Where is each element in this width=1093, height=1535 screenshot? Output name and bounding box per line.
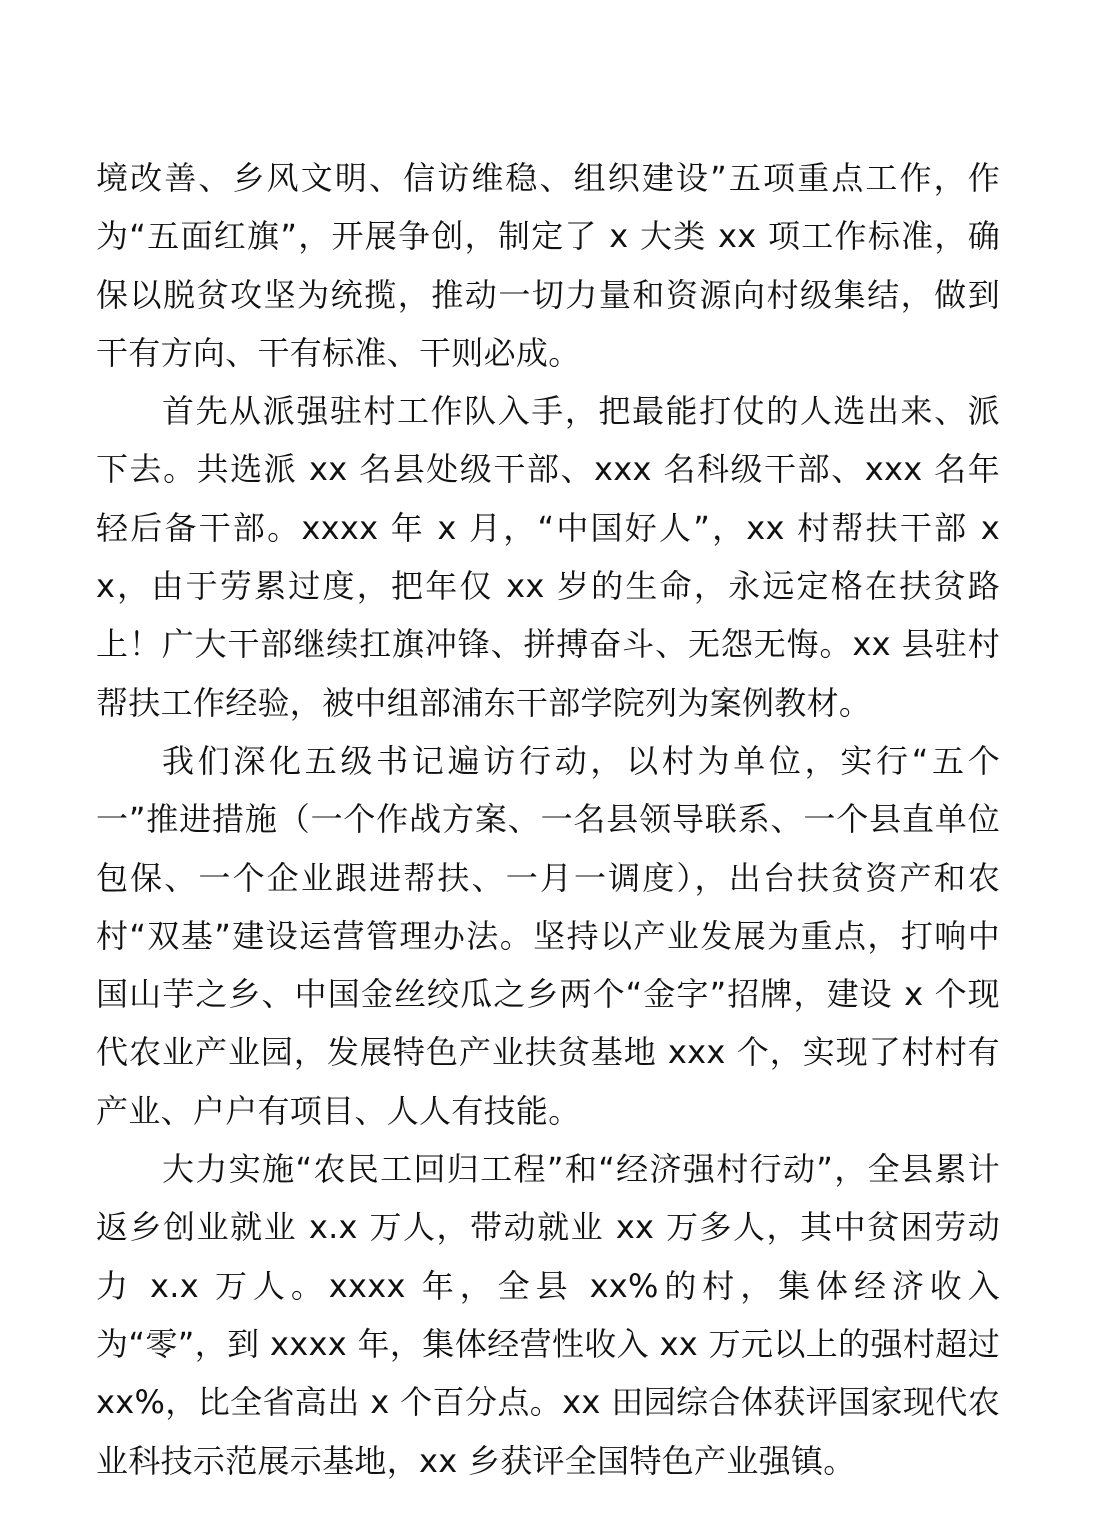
- paragraph-2: 首先从派强驻村工作队入手，把最能打仗的人选出来、派下去。共选派 xx 名县处级干部、xxx 名科级干部、xxx 名年轻后备干部。xxxx 年 x 月，“中国好人”，xx 村帮扶干部 xx，由于劳累过度，把年仅 xx 岁的生命，永远定格在扶贫路上！广大干部继续扛旗冲锋、拼搏奋斗、无怨无悔。xx 县驻村帮扶工作经验，被中组部浦东干部学院列为案例教材。: [96, 392, 1000, 722]
- paragraph-4: 大力实施“农民工回归工程”和“经济强村行动”，全县累计返乡创业就业 x.x 万人，带动就业 xx 万多人，其中贫困劳动力 x.x 万人。xxxx 年，全县 xx%的村，集体经济收入为“零”，到 xxxx 年，集体经营性收入 xx 万元以上的强村超过 xx%，比全省高出 x 个百分点。xx 田园综合体获评国家现代农业科技示范展示基地，xx 乡获评全国特色产业强镇。: [96, 1150, 1000, 1480]
- paragraph-3: 我们深化五级书记遍访行动，以村为单位，实行“五个一”推进措施（一个作战方案、一名县领导联系、一个县直单位包保、一个企业跟进帮扶、一月一调度），出台扶贫资产和农村“双基”建设运营管理办法。坚持以产业发展为重点，打响中国山芋之乡、中国金丝绞瓜之乡两个“金字”招牌，建设 x 个现代农业产业园，发展特色产业扶贫基地 xxx 个，实现了村村有产业、户户有项目、人人有技能。: [96, 741, 1000, 1130]
- paragraph-1: 境改善、乡风文明、信访维稳、组织建设”五项重点工作，作为“五面红旗”，开展争创，制定了 x 大类 xx 项工作标准，确保以脱贫攻坚为统揽，推动一切力量和资源向村级集结，做到干有方向、干有标准、干则必成。: [96, 159, 1000, 372]
- body-text: [96, 149, 1000, 1490]
